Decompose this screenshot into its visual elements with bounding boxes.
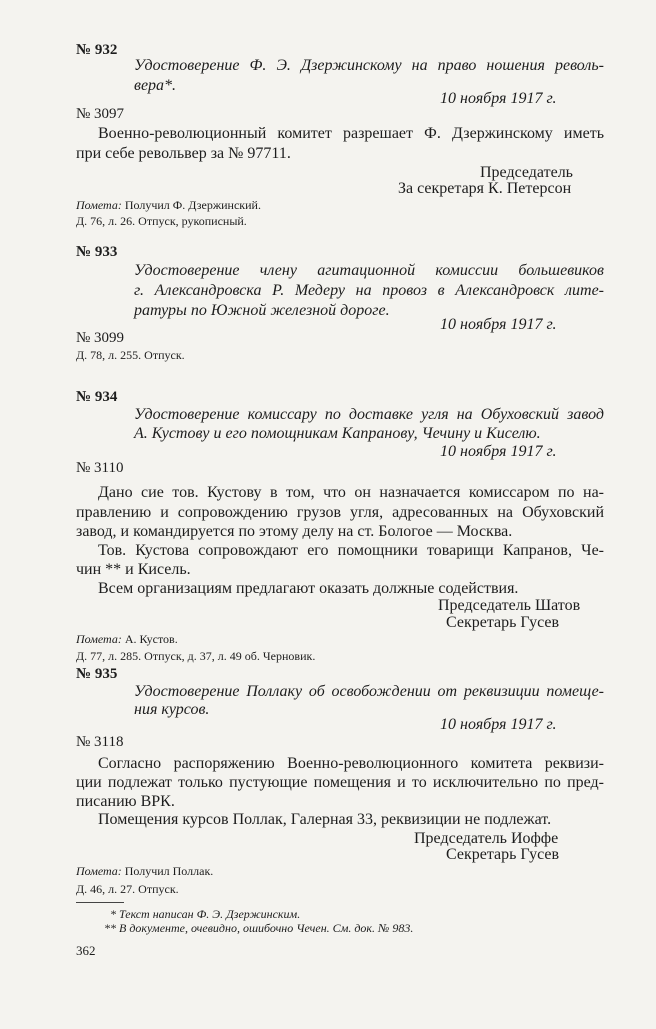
doc-932-note [76,197,261,213]
note-text: Получил Поллак. [124,864,214,878]
doc-932-reg-number: № 3097 [76,106,125,122]
doc-932-number: № 932 [76,42,118,58]
doc-932-signature-2: За секретаря К. Петерсон [398,180,572,197]
doc-935-body-line-2: ции подлежат только пустующие помещения и то исключительно по пред- [76,774,604,791]
note-label: Помета: [76,632,122,646]
doc-932-body-line-2: при себе револьвер за № 97711. [76,145,291,162]
doc-934-body-line-3: завод, и командируется по этому делу на ст. Бологое — Москва. [76,523,513,540]
note-label: Помета: [76,198,122,212]
doc-933-reg-number: № 3099 [76,330,125,346]
doc-935-date: 10 ноября 1917 г. [440,716,557,733]
doc-933-title-line-3: ратуры по Южной железной дороге. [134,302,390,319]
doc-935-body-line-1: Согласно распоряжению Военно-революционного комитета реквизи- [98,755,604,772]
doc-933-title-line-1: Удостоверение члену агитационной комиссии большевиков [134,262,604,279]
doc-935-reg-number: № 3118 [76,734,124,750]
doc-932-date: 10 ноября 1917 г. [440,90,557,107]
doc-934-note [76,631,178,647]
doc-935-title-line-2: ния курсов. [134,701,210,718]
doc-934-title-line-1: Удостоверение комиссару по доставке угля на Обуховский завод [134,406,604,423]
page-number: 362 [76,943,96,958]
doc-934-reg-number: № 3110 [76,460,124,476]
doc-935-signature-2: Секретарь Гусев [446,846,560,863]
doc-934-body-line-6: Всем организациям предлагают оказать должные содействия. [98,580,519,597]
note-label: Пометa: [76,864,122,878]
doc-932-signature-1: Председатель [480,164,573,181]
doc-934-date: 10 ноября 1917 г. [440,443,557,460]
doc-932-archive: Д. 76, л. 26. Отпуск, рукописный. [76,214,247,228]
doc-934-body-line-2: правлению и сопровождению грузов угля, адресованных на Обуховский [76,504,604,521]
doc-935-signature-1: Председатель Иоффе [414,830,559,847]
doc-933-title-line-2: г. Александровска Р. Медеру на провоз в Александровск лите- [134,282,604,299]
footnote-1: * Текст написан Ф. Э. Дзержинским. [110,907,301,921]
doc-934-body-line-5: чин ** и Кисель. [76,561,191,578]
footnote-divider [76,902,124,903]
doc-934-title-line-2: А. Кустову и его помощникам Капранову, Чечину и Киселю. [134,425,541,442]
doc-933-date: 10 ноября 1917 г. [440,316,557,333]
doc-932-title-line-1: Удостоверение Ф. Э. Дзержинскому на право ношения револь- [134,57,604,74]
doc-935-body-line-3: писанию ВРК. [76,793,175,810]
doc-934-number: № 934 [76,389,118,405]
doc-934-signature-1: Председатель Шатов [438,597,581,614]
doc-933-archive: Д. 78, л. 255. Отпуск. [76,348,185,362]
doc-934-signature-2: Секретарь Гусев [446,614,560,631]
footnote-2: ** В документе, очевидно, ошибочно Чечен. См. док. № 983. [104,921,414,935]
doc-934-body-line-4: Тов. Кустова сопровождают его помощники товарищи Капранов, Че- [98,542,604,559]
doc-935-title-line-1: Удостоверение Поллаку об освобождении от реквизиции помеще- [134,683,604,700]
doc-932-title-line-2: вера*. [134,77,177,94]
doc-935-note [76,863,213,879]
doc-935-archive: Д. 46, л. 27. Отпуск. [76,882,179,896]
doc-935-number: № 935 [76,666,118,682]
doc-933-number: № 933 [76,244,118,260]
note-text: А. Кустов. [124,632,178,646]
doc-932-body-line-1: Военно-революционный комитет разрешает Ф. Дзержинскому иметь [98,125,604,142]
doc-934-body-line-1: Дано сие тов. Кустову в том, что он назначается комиссаром по на- [98,484,604,501]
doc-935-body-line-4: Помещения курсов Поллак, Галерная 33, реквизиции не подлежат. [98,811,552,828]
note-text: Получил Ф. Дзержинский. [124,198,261,212]
doc-934-archive: Д. 77, л. 285. Отпуск, д. 37, л. 49 об. Черновик. [76,649,316,663]
